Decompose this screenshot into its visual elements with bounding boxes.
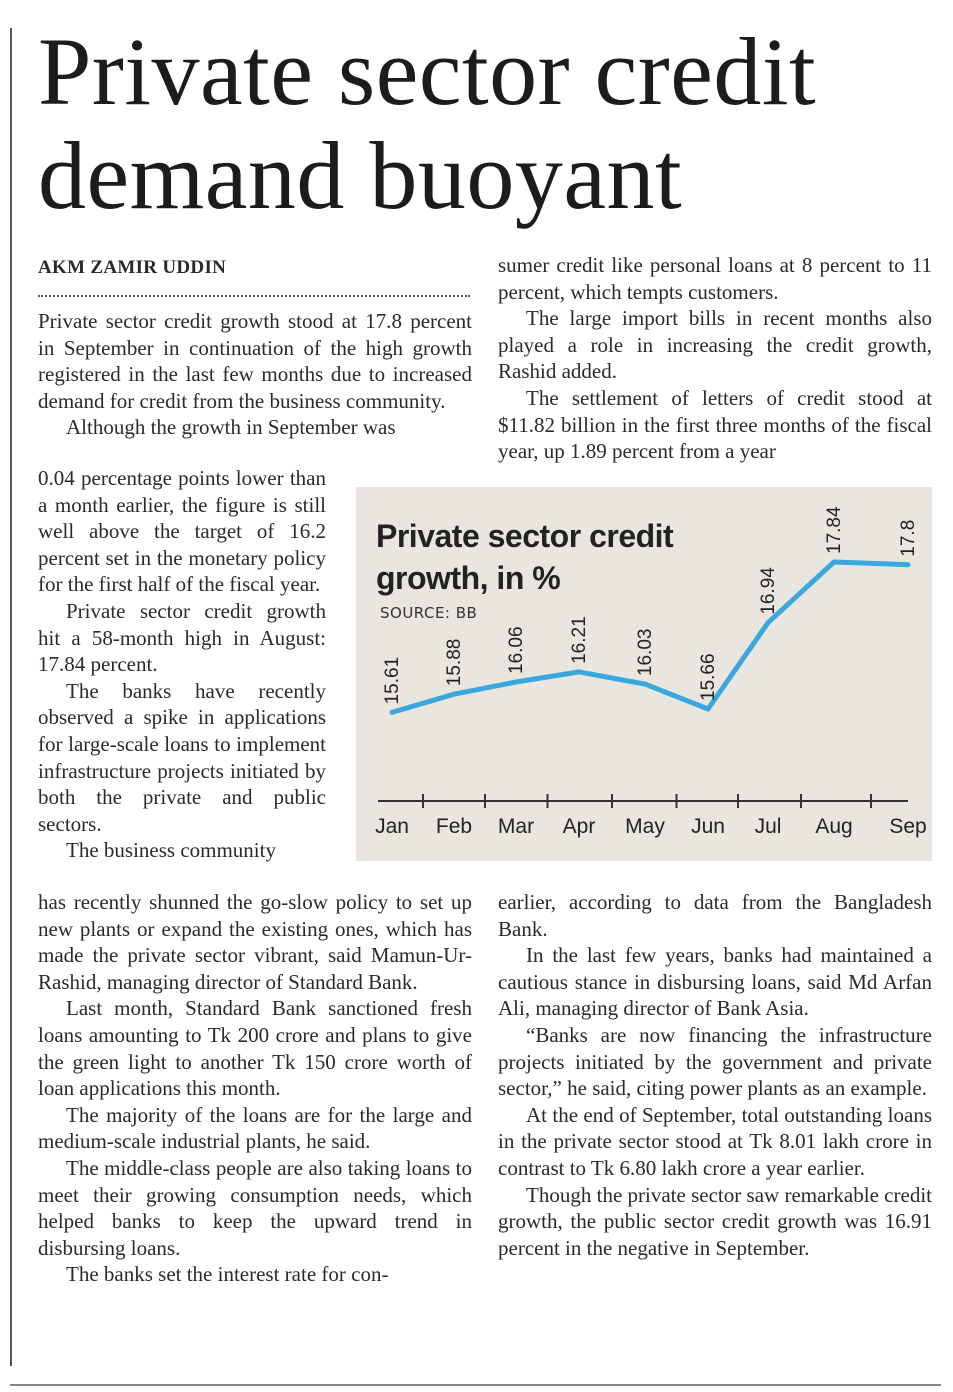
paragraph: The banks have recently observed a spike in applications for large-scale loans to implement infrastructure projects initiated by both the private and public sectors. bbox=[38, 678, 326, 836]
paragraph: 0.04 percentage points lower than a month earlier, the figure is still well above the target of 16.2 percent set in the monetary policy for the first half of the fiscal year. bbox=[38, 466, 326, 597]
paragraph: earlier, according to data from the Bangladesh Bank. bbox=[498, 890, 932, 941]
data-label-jul: 16.94 bbox=[758, 567, 779, 615]
paragraph: The large import bills in recent months also played a role in increasing the credit growth, Rashid added. bbox=[498, 306, 932, 384]
data-point-feb bbox=[452, 692, 457, 697]
data-point-jun bbox=[706, 707, 711, 712]
paragraph: “Banks are now financing the infrastructure projects initiated by the government and private sector,” he said, citing power plants as an example. bbox=[498, 1022, 932, 1101]
left-column-rule bbox=[10, 28, 12, 1366]
column-1-narrow bbox=[38, 465, 326, 864]
data-point-sep bbox=[906, 562, 911, 567]
data-point-mar bbox=[514, 680, 519, 685]
data-label-jun: 15.66 bbox=[698, 653, 719, 701]
paragraph: Though the private sector saw remarkable credit growth, the public sector credit growth was 16.91 percent in the negative in September. bbox=[498, 1182, 932, 1260]
headline-line-2: demand buoyant bbox=[38, 122, 683, 229]
data-point-may bbox=[643, 682, 648, 687]
paragraph: Private sector credit growth stood at 17.8 percent in September in continuation of the high growth registered in the last few months due to increased demand for credit from the business community. bbox=[38, 309, 472, 413]
chart-title-line-1: Private sector credit bbox=[376, 518, 674, 554]
month-label-jul: Jul bbox=[754, 815, 782, 838]
data-label-jan: 15.61 bbox=[382, 656, 403, 705]
month-label-jun: Jun bbox=[691, 815, 725, 838]
data-point-jan bbox=[390, 710, 395, 715]
month-label-sep: Sep bbox=[889, 815, 927, 838]
month-label-aug: Aug bbox=[815, 815, 853, 838]
paragraph: Although the growth in September was bbox=[66, 415, 396, 440]
paragraph: The business community bbox=[66, 838, 276, 863]
byline: AKM ZAMIR UDDIN bbox=[38, 257, 227, 278]
credit-growth-chart bbox=[356, 487, 932, 861]
data-label-may: 16.03 bbox=[635, 628, 656, 677]
month-label-jan: Jan bbox=[375, 815, 409, 838]
headline bbox=[38, 20, 938, 228]
data-label-aug: 17.84 bbox=[824, 506, 845, 554]
byline-divider bbox=[38, 295, 470, 297]
month-label-feb: Feb bbox=[435, 815, 473, 838]
data-label-sep: 17.8 bbox=[898, 519, 919, 557]
bottom-rule bbox=[10, 1384, 941, 1386]
paragraph: The middle-class people are also taking loans to meet their growing consumption needs, which helped banks to keep the upward trend in disbursing loans. bbox=[38, 1155, 472, 1260]
chart-title-line-2: growth, in % bbox=[376, 560, 561, 596]
data-label-mar: 16.06 bbox=[506, 626, 527, 674]
month-label-apr: Apr bbox=[562, 815, 596, 838]
data-point-aug bbox=[832, 560, 837, 565]
month-label-may: May bbox=[625, 815, 665, 838]
data-point-jul bbox=[766, 620, 771, 625]
paragraph: Private sector credit growth hit a 58-month high in August: 17.84 percent. bbox=[38, 598, 326, 677]
paragraph: sumer credit like personal loans at 8 percent to 11 percent, which tempts customers. bbox=[498, 253, 932, 304]
data-label-apr: 16.21 bbox=[569, 616, 590, 664]
headline-line-1: Private sector credit bbox=[38, 18, 817, 125]
paragraph: The banks set the interest rate for con- bbox=[66, 1262, 389, 1287]
chart-title bbox=[376, 515, 696, 599]
data-point-apr bbox=[577, 669, 582, 674]
column-1-top bbox=[38, 308, 472, 441]
paragraph: The settlement of letters of credit stood at $11.82 billion in the first three months of the fiscal year, up 1.89 percent from a year bbox=[498, 385, 932, 464]
paragraph: The majority of the loans are for the large and medium-scale industrial plants, he said. bbox=[38, 1102, 472, 1154]
paragraph: At the end of September, total outstanding loans in the private sector stood at Tk 8.01 lakh crore in contrast to Tk 6.80 lakh crore a year earlier. bbox=[498, 1102, 932, 1180]
data-label-feb: 15.88 bbox=[444, 638, 465, 687]
column-2-top bbox=[498, 252, 932, 465]
paragraph: has recently shunned the go-slow policy to set up new plants or expand the existing ones, which has made the private sector vibrant, said Mamun-Ur-Rashid, managing director of Standard Bank. bbox=[38, 890, 472, 994]
month-label-mar: Mar bbox=[497, 815, 535, 838]
paragraph: In the last few years, banks had maintained a cautious stance in disbursing loans, said Md Arfan Ali, managing director of Bank Asia. bbox=[498, 943, 932, 1021]
column-1-bottom bbox=[38, 889, 472, 1288]
chart-source: SOURCE: BB bbox=[380, 604, 478, 622]
paragraph: Last month, Standard Bank sanctioned fresh loans amounting to Tk 200 crore and plans to give the green light to another Tk 150 crore worth of loan applications this month. bbox=[38, 996, 472, 1101]
column-2-bottom bbox=[498, 889, 932, 1261]
